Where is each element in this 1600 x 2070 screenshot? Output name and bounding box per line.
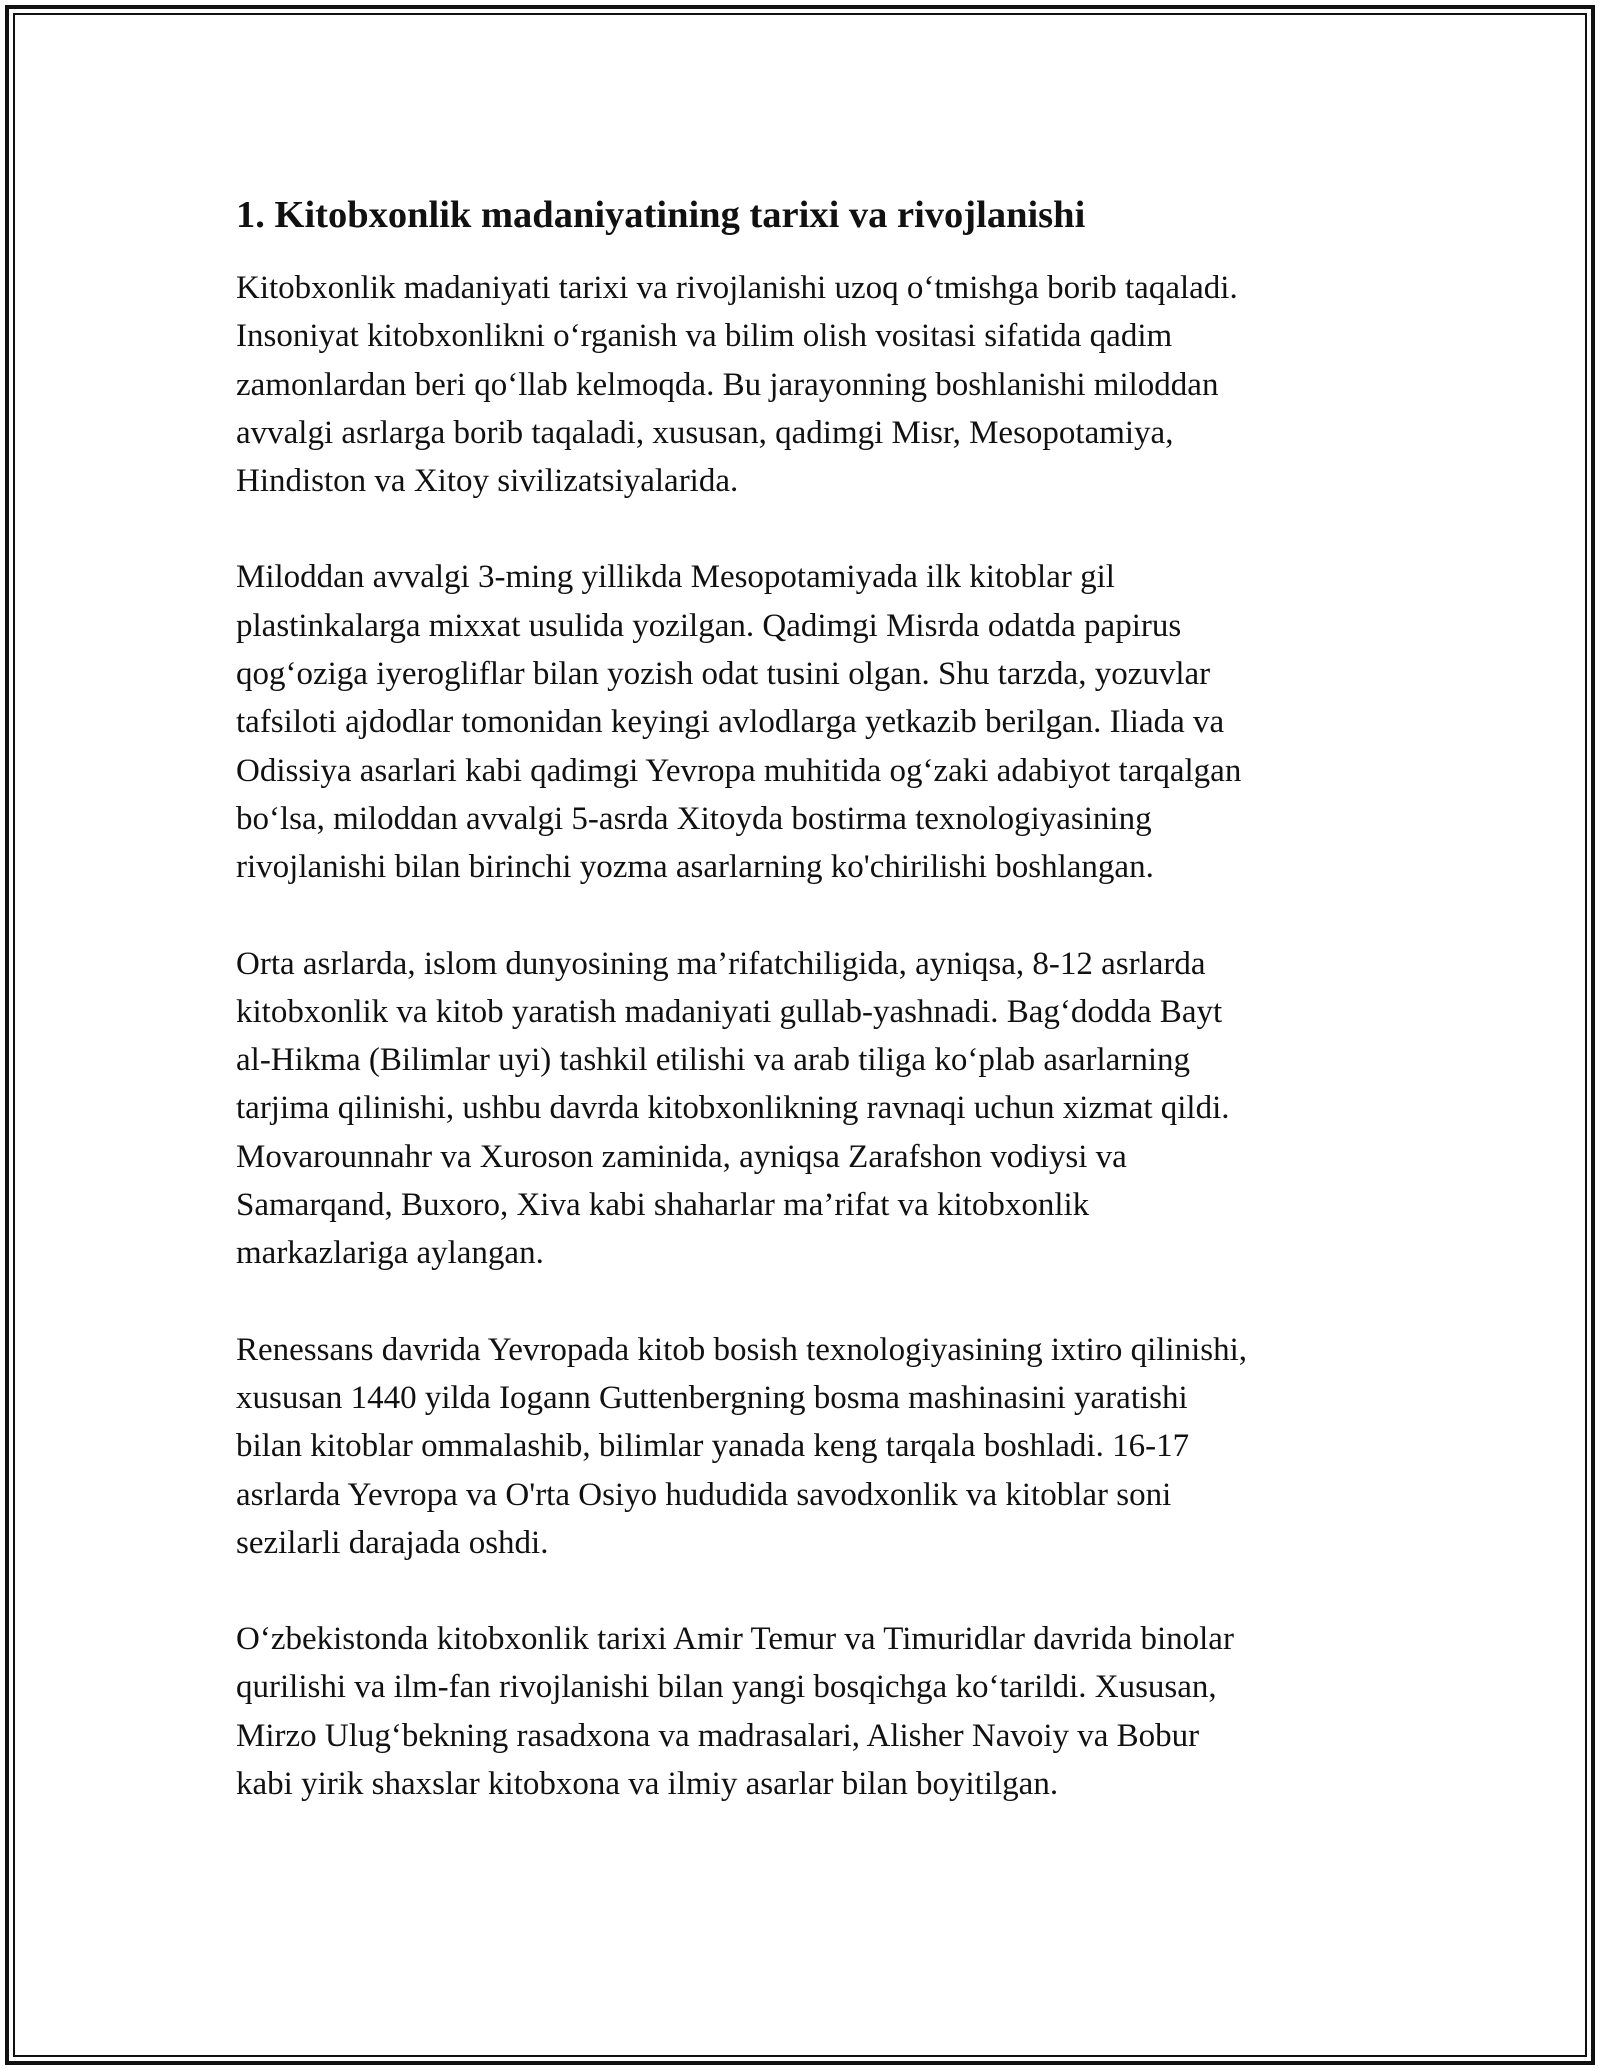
text-line: tafsiloti ajdodlar tomonidan keyingi avlodlarga yetkazib berilgan. Iliada va <box>236 704 1225 741</box>
text-line: bo‘lsa, miloddan avvalgi 5-asrda Xitoyda bostirma texnologiyasining <box>236 800 1152 837</box>
text-line: qog‘oziga iyerogliflar bilan yozish odat tusini olgan. Shu tarzda, yozuvlar <box>236 656 1211 693</box>
text-line: Odissiya asarlari kabi qadimgi Yevropa muhitida og‘zaki adabiyot tarqalgan <box>236 752 1242 789</box>
text-line: bilan kitoblar ommalashib, bilimlar yanada keng tarqala boshladi. 16-17 <box>236 1428 1190 1465</box>
text-line: Orta asrlarda, islom dunyosining ma’rifatchiligida, ayniqsa, 8-12 asrlarda <box>236 945 1206 982</box>
text-line: Miloddan avvalgi 3-ming yillikda Mesopotamiyada ilk kitoblar gil <box>236 559 1115 596</box>
text-line: asrlarda Yevropa va O'rta Osiyo hududida savodxonlik va kitoblar soni <box>236 1476 1172 1513</box>
text-line: avvalgi asrlarga borib taqaladi, xususan, qadimgi Misr, Mesopotamiya, <box>236 414 1174 451</box>
text-line: zamonlardan beri qo‘llab kelmoqda. Bu jarayonning boshlanishi miloddan <box>236 366 1219 403</box>
text-line: Movarounnahr va Xuroson zaminida, ayniqsa Zarafshon vodiysi va <box>236 1138 1127 1175</box>
paragraph-middle-ages <box>236 940 1376 1278</box>
text-line: sezilarli darajada oshdi. <box>236 1524 549 1561</box>
text-line: markazlariga aylangan. <box>236 1235 544 1272</box>
section-title: 1. Kitobxonlik madaniyatining tarixi va rivojlanishi <box>236 194 1086 236</box>
text-line: al-Hikma (Bilimlar uyi) tashkil etilishi va arab tiliga ko‘plab asarlarning <box>236 1042 1190 1079</box>
text-line: plastinkalarga mixxat usulida yozilgan. Qadimgi Misrda odatda papirus <box>236 607 1182 644</box>
paragraph-uzbekistan <box>236 1615 1376 1808</box>
document-body <box>236 186 1376 1856</box>
text-line: Insoniyat kitobxonlikni o‘rganish va bilim olish vositasi sifatida qadim <box>236 318 1173 355</box>
text-line: Renessans davrida Yevropada kitob bosish texnologiyasining ixtiro qilinishi, <box>236 1331 1248 1368</box>
paragraph-renaissance <box>236 1326 1376 1567</box>
text-line: tarjima qilinishi, ushbu davrda kitobxonlikning ravnaqi uchun xizmat qildi. <box>236 1090 1230 1127</box>
text-line: rivojlanishi bilan birinchi yozma asarlarning ko'chirilishi boshlangan. <box>236 849 1154 886</box>
paragraph-ancient-writing <box>236 553 1376 891</box>
text-line: Mirzo Ulug‘bekning rasadxona va madrasalari, Alisher Navoiy va Bobur <box>236 1717 1200 1754</box>
text-line: Hindiston va Xitoy sivilizatsiyalarida. <box>236 463 739 500</box>
paragraph-history-intro <box>236 264 1376 505</box>
text-line: xususan 1440 yilda Iogann Guttenbergning bosma mashinasini yaratishi <box>236 1379 1188 1416</box>
text-line: kabi yirik shaxslar kitobxona va ilmiy asarlar bilan boyitilgan. <box>236 1766 1059 1803</box>
text-line: O‘zbekistonda kitobxonlik tarixi Amir Temur va Timuridlar davrida binolar <box>236 1621 1234 1658</box>
text-line: Samarqand, Buxoro, Xiva kabi shaharlar ma’rifat va kitobxonlik <box>236 1187 1090 1224</box>
text-line: qurilishi va ilm-fan rivojlanishi bilan yangi bosqichga ko‘tarildi. Xususan, <box>236 1669 1217 1706</box>
text-line: Kitobxonlik madaniyati tarixi va rivojlanishi uzoq o‘tmishga borib taqaladi. <box>236 270 1238 306</box>
text-line: kitobxonlik va kitob yaratish madaniyati gullab-yashnadi. Bag‘dodda Bayt <box>236 993 1223 1030</box>
